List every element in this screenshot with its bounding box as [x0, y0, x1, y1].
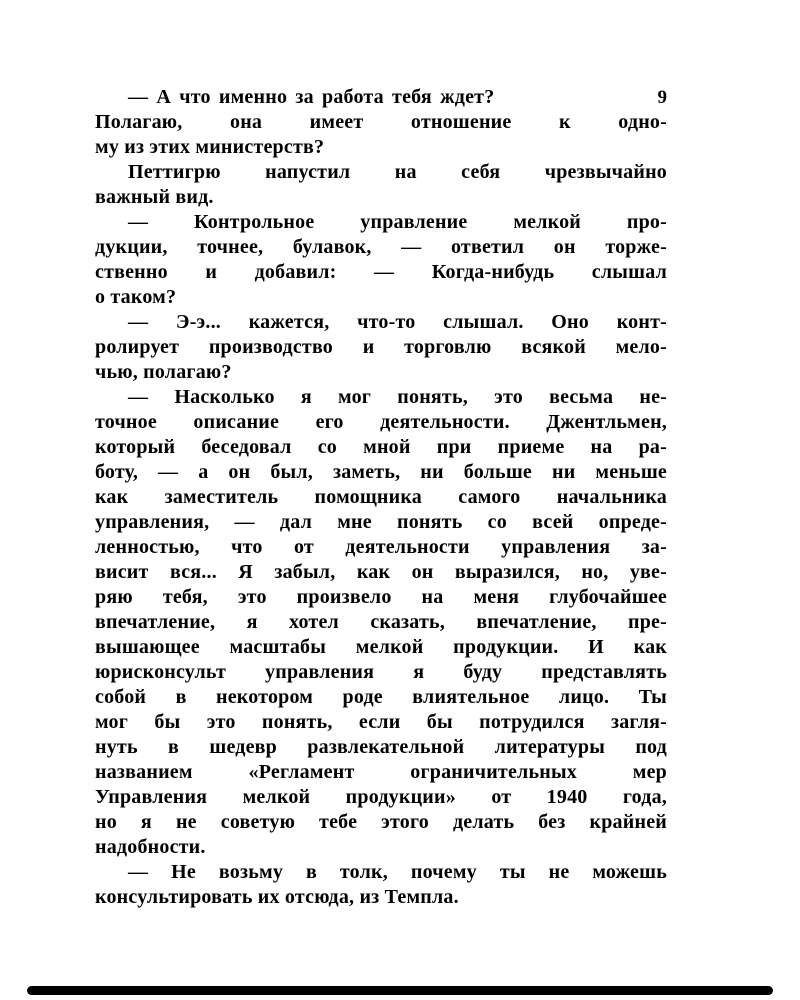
text-line: который беседовал со мной при приеме на ра- — [95, 436, 667, 458]
text-line: Петтигрю напустил на себя чрезвычайно — [128, 161, 667, 183]
text-line: му из этих министерств? — [95, 136, 325, 158]
text-line: впечатление, я хотел сказать, впечатление, пре- — [95, 611, 667, 633]
text-line: — Насколько я мог понять, это весьма не- — [128, 386, 667, 408]
paragraph — [95, 160, 667, 210]
text-line: мог бы это понять, если бы потрудился загля- — [95, 711, 667, 733]
page-bottom-edge — [27, 986, 773, 995]
text-line: висит вся... Я забыл, как он выразился, но, уве- — [95, 561, 667, 583]
text-line: важный вид. — [95, 186, 214, 208]
text-line: управления, — дал мне понять со всей опреде- — [95, 511, 667, 533]
paragraph — [95, 310, 667, 385]
text-line: юрисконсульт управления я буду представлять — [95, 661, 667, 683]
paragraph — [95, 85, 667, 160]
paragraph — [95, 385, 667, 860]
text-line: вышающее масштабы мелкой продукции. И как — [95, 636, 667, 658]
text-line: нуть в шедевр развлекательной литературы под — [95, 736, 667, 758]
text-line: — А что именно за работа тебя ждет? — [128, 86, 495, 108]
text-line: но я не советую тебе этого делать без крайней — [95, 811, 667, 833]
text-line: консультировать их отсюда, из Темпла. — [95, 886, 459, 908]
text-line: надобности. — [95, 836, 206, 858]
text-line: о таком? — [95, 286, 177, 308]
text-line: собой в некотором роде влиятельное лицо. Ты — [95, 686, 667, 708]
text-line: — Э-э... кажется, что-то слышал. Оно конт- — [128, 311, 667, 333]
text-line: — Контрольное управление мелкой про- — [128, 211, 667, 233]
text-line: чью, полагаю? — [95, 361, 232, 383]
text-line: точное описание его деятельности. Джентльмен, — [95, 411, 667, 433]
text-line: боту, — а он был, заметь, ни больше ни меньше — [95, 461, 667, 483]
text-line: Управления мелкой продукции» от 1940 года, — [95, 786, 667, 808]
text-line: как заместитель помощника самого начальника — [95, 486, 667, 508]
text-column — [95, 85, 667, 910]
text-line: ряю тебя, это произвело на меня глубочайшее — [95, 586, 667, 608]
text-line: дукции, точнее, булавок, — ответил он торже- — [95, 236, 667, 258]
paragraph — [95, 860, 667, 910]
text-line: ственно и добавил: — Когда-нибудь слышал — [95, 261, 667, 283]
text-line: — Не возьму в толк, почему ты не можешь — [128, 861, 667, 883]
text-line: названием «Регламент ограничительных мер — [95, 761, 667, 783]
text-line: ленностью, что от деятельности управления за- — [95, 536, 667, 558]
text-line: ролирует производство и торговлю всякой мело- — [95, 336, 667, 358]
text-line: Полагаю, она имеет отношение к одно- — [95, 111, 667, 133]
page-number: 9 — [657, 87, 667, 108]
paragraph — [95, 210, 667, 310]
